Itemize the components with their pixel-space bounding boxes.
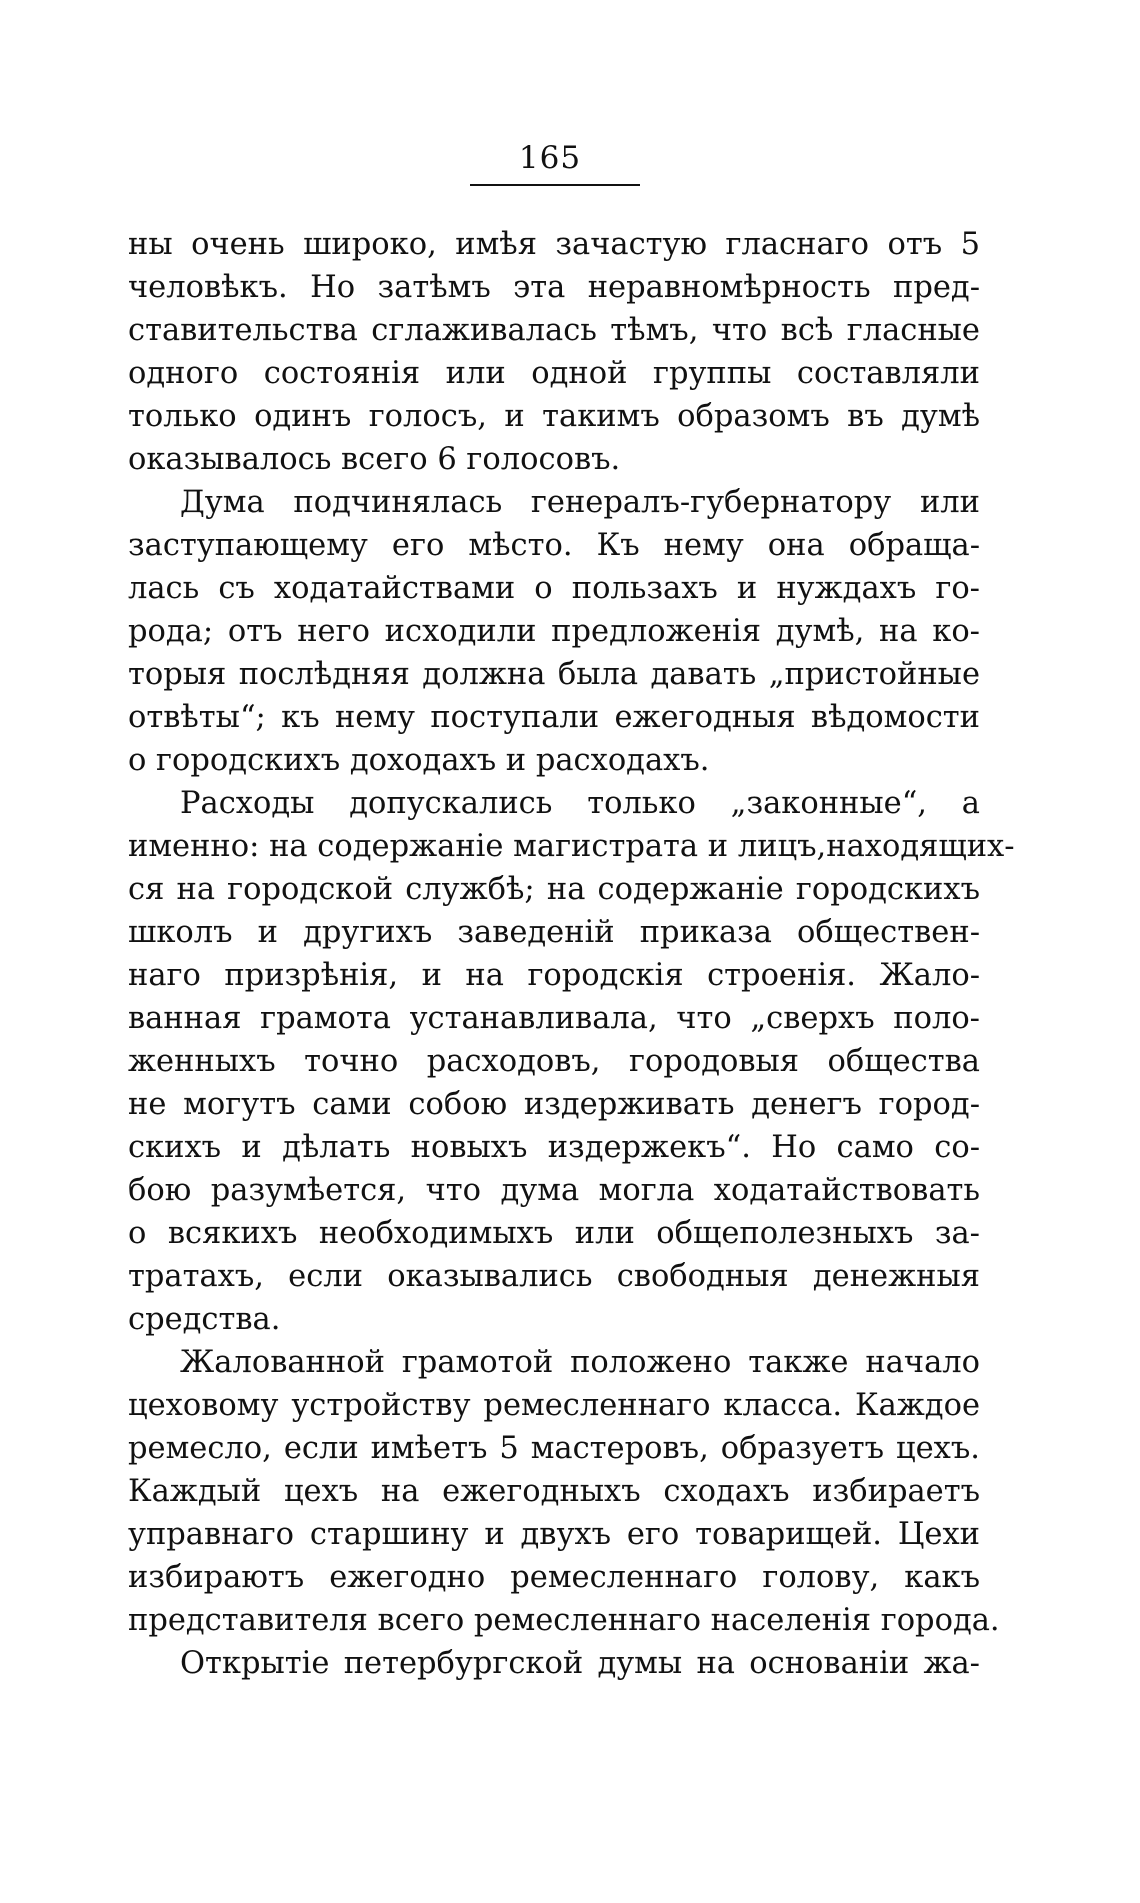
text-line: представителя всего ремесленнаго населенія города. <box>128 1603 1000 1638</box>
body-text <box>128 223 1015 1685</box>
text-line: именно: на содержаніе магистрата и лицъ,находящих- <box>128 829 1015 864</box>
text-line: средства. <box>128 1302 281 1337</box>
text-line: Расходы допускались только „законные“, а <box>180 786 980 821</box>
text-line: рода; отъ него исходили предложенія думѣ, на ко- <box>128 614 980 649</box>
text-line: ны очень широко, имѣя зачастую гласнаго отъ 5 <box>128 227 980 262</box>
text-line: только одинъ голосъ, и такимъ образомъ въ думѣ <box>128 399 980 434</box>
paragraph <box>128 481 980 782</box>
text-line: тратахъ, если оказывались свободныя денежныя <box>128 1259 980 1294</box>
text-line: ставительства сглаживалась тѣмъ, что всѣ гласные <box>128 313 980 348</box>
text-line: скихъ и дѣлать новыхъ издержекъ“. Но само со- <box>128 1130 980 1165</box>
text-line: лась съ ходатайствами о пользахъ и нуждахъ го- <box>128 571 980 606</box>
text-line: одного состоянія или одной группы составляли <box>128 356 980 391</box>
text-line: не могутъ сами собою издерживать денегъ город- <box>128 1087 980 1122</box>
text-line: заступающему его мѣсто. Къ нему она обраща- <box>128 528 980 563</box>
text-line: ремесло, если имѣетъ 5 мастеровъ, образуетъ цехъ. <box>128 1431 980 1466</box>
text-line: оказывалось всего 6 голосовъ. <box>128 442 621 477</box>
page-number-rule <box>470 184 640 186</box>
text-line: ванная грамота устанавливала, что „сверхъ поло- <box>128 1001 980 1036</box>
text-line: ся на городской службѣ; на содержаніе городскихъ <box>128 872 980 907</box>
paragraph <box>128 223 980 481</box>
text-line: женныхъ точно расходовъ, городовыя общества <box>128 1044 980 1079</box>
text-line: Каждый цехъ на ежегодныхъ сходахъ избираетъ <box>128 1474 980 1509</box>
text-line: бою разумѣется, что дума могла ходатайствовать <box>128 1173 980 1208</box>
text-line: Жалованной грамотой положено также начало <box>180 1345 980 1380</box>
text-line: избираютъ ежегодно ремесленнаго голову, какъ <box>128 1560 980 1595</box>
text-line: человѣкъ. Но затѣмъ эта неравномѣрность пред- <box>128 270 980 305</box>
paragraph <box>128 1642 980 1685</box>
paragraph <box>128 1341 1000 1642</box>
text-line: отвѣты“; къ нему поступали ежегодныя вѣдомости <box>128 700 980 735</box>
text-line: о всякихъ необходимыхъ или общеполезныхъ за- <box>128 1216 980 1251</box>
text-line: управнаго старшину и двухъ его товарищей. Цехи <box>128 1517 980 1552</box>
text-line: школъ и другихъ заведеній приказа обществен- <box>128 915 980 950</box>
text-line: наго призрѣнія, и на городскія строенія. Жало- <box>128 958 980 993</box>
text-line: о городскихъ доходахъ и расходахъ. <box>128 743 710 778</box>
text-line: торыя послѣдняя должна была давать „пристойные <box>128 657 980 692</box>
text-line: Дума подчинялась генералъ-губернатору или <box>180 485 980 520</box>
paragraph <box>128 782 1015 1341</box>
text-line: цеховому устройству ремесленнаго класса. Каждое <box>128 1388 980 1423</box>
page-number: 165 <box>518 140 582 176</box>
text-line: Открытіе петербургской думы на основаніи жа- <box>180 1646 980 1681</box>
